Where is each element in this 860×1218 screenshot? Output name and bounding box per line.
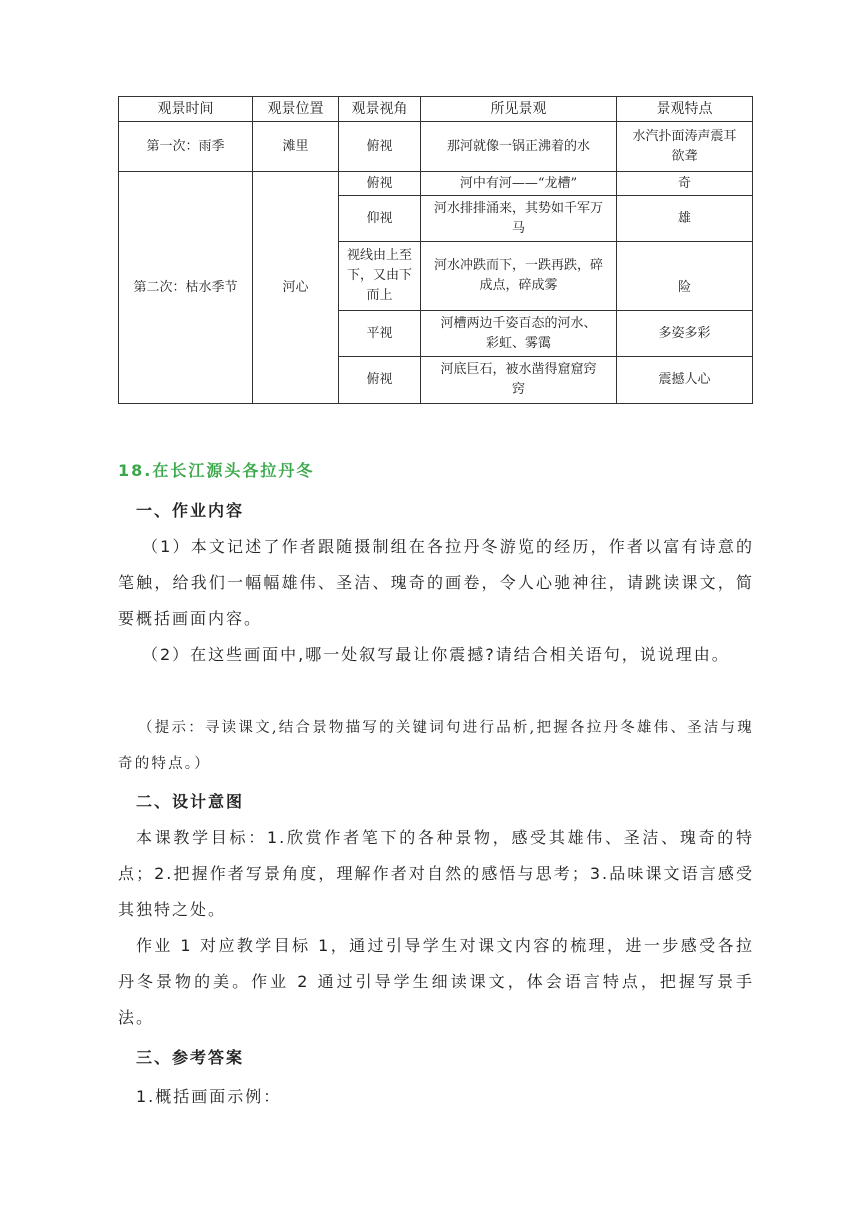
section-title: 18.在长江源头各拉丹冬 bbox=[118, 461, 315, 480]
heading-homework-content: 一、作业内容 bbox=[136, 501, 245, 520]
cell-time: 第二次：枯水季节 bbox=[119, 172, 253, 404]
cell-feature: 雄 bbox=[617, 196, 753, 242]
cell-view: 河底巨石，被水凿得窟窟窍窍 bbox=[421, 357, 617, 404]
header-place: 观景位置 bbox=[253, 97, 339, 122]
heading-reference-answer: 三、参考答案 bbox=[136, 1048, 245, 1067]
cell-angle: 仰视 bbox=[339, 196, 421, 242]
cell-angle: 平视 bbox=[339, 311, 421, 357]
cell-place: 河心 bbox=[253, 172, 339, 404]
cell-feature: 多姿多彩 bbox=[617, 311, 753, 357]
design-intent-goals: 本课教学目标：1.欣赏作者笔下的各种景物，感受其雄伟、圣洁、瑰奇的特点；2.把握作者写景角度，理解作者对自然的感悟与思考；3.品味课文语言感受其独特之处。 bbox=[118, 828, 754, 919]
table-header-row bbox=[119, 97, 753, 122]
cell-view: 河水排排涌来，其势如千军万马 bbox=[421, 196, 617, 242]
design-intent-homework: 作业 1 对应教学目标 1，通过引导学生对课文内容的梳理，进一步感受各拉丹冬景物的美。作业 2 通过引导学生细读课文，体会语言特点，把握写景手法。 bbox=[118, 936, 754, 1027]
answer-1-label: 1.概括画面示例： bbox=[136, 1087, 282, 1106]
table-row bbox=[119, 122, 753, 172]
header-view: 所见景观 bbox=[421, 97, 617, 122]
header-feature: 景观特点 bbox=[617, 97, 753, 122]
table-row bbox=[119, 172, 753, 196]
cell-feature: 奇 bbox=[617, 172, 753, 196]
cell-view: 那河就像一锅正沸着的水 bbox=[421, 122, 617, 172]
cell-angle: 俯视 bbox=[339, 172, 421, 196]
cell-angle: 视线由上至下，又由下而上 bbox=[339, 242, 421, 311]
cell-feature: 险 bbox=[617, 242, 753, 311]
cell-view: 河水冲跌而下，一跌再跌，碎成点，碎成雾 bbox=[421, 242, 617, 311]
heading-design-intent: 二、设计意图 bbox=[136, 792, 245, 811]
question-1: （1）本文记述了作者跟随摄制组在各拉丹冬游览的经历，作者以富有诗意的笔触，给我们一幅幅雄伟、圣洁、瑰奇的画卷，令人心驰神往，请跳读课文，简要概括画面内容。 bbox=[118, 537, 754, 628]
cell-feature: 水汽扑面涛声震耳欲聋 bbox=[617, 122, 753, 172]
observation-table-container bbox=[118, 96, 754, 404]
cell-view: 河槽两边千姿百态的河水、彩虹、雾霭 bbox=[421, 311, 617, 357]
cell-feature: 震撼人心 bbox=[617, 357, 753, 404]
cell-angle: 俯视 bbox=[339, 357, 421, 404]
header-time: 观景时间 bbox=[119, 97, 253, 122]
cell-place: 滩里 bbox=[253, 122, 339, 172]
cell-angle: 俯视 bbox=[339, 122, 421, 172]
cell-time: 第一次：雨季 bbox=[119, 122, 253, 172]
question-2: （2）在这些画面中,哪一处叙写最让你震撼?请结合相关语句，说说理由。 bbox=[142, 645, 730, 664]
observation-table bbox=[118, 96, 753, 404]
hint-text: （提示：寻读课文,结合景物描写的关键词句进行品析,把握各拉丹冬雄伟、圣洁与瑰奇的特点。） bbox=[118, 720, 754, 772]
cell-view: 河中有河——“龙槽” bbox=[421, 172, 617, 196]
header-angle: 观景视角 bbox=[339, 97, 421, 122]
